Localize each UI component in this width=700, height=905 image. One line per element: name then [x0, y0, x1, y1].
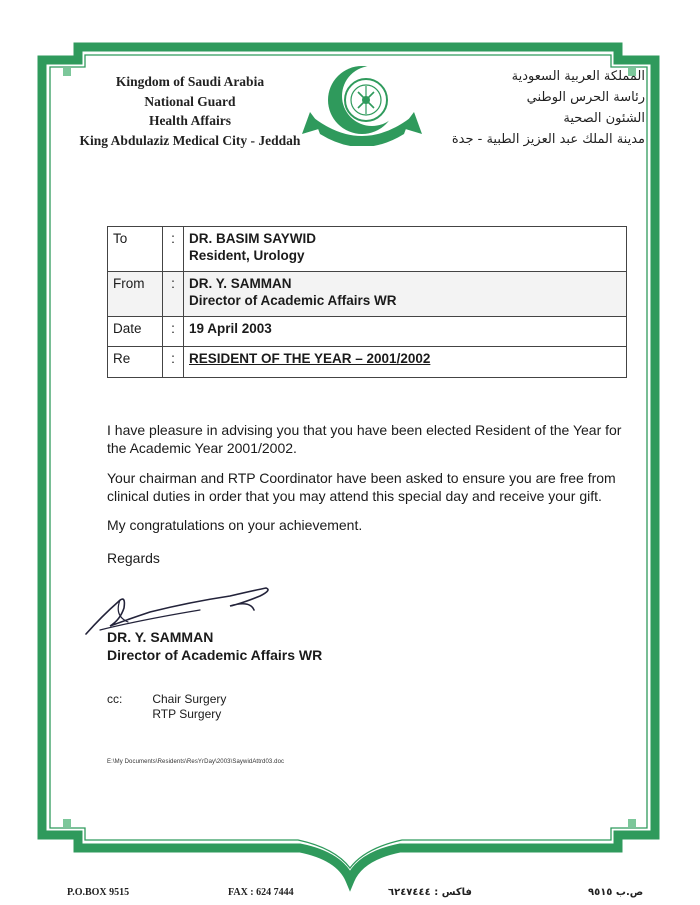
footer-fax-arabic: فاكس : ٦٢٤٧٤٤٤: [388, 887, 472, 898]
memo-colon: :: [163, 272, 184, 317]
memo-value-from: [184, 272, 627, 317]
body-paragraph-1: I have pleasure in advising you that you have been elected Resident of the Year for the Academic Year 2001/2002.: [107, 422, 622, 456]
recipient-name: DR. BASIM SAYWID: [189, 231, 317, 246]
header-arabic-line-3: الشئون الصحية: [563, 111, 645, 126]
memo-colon: :: [163, 317, 184, 347]
cc-recipient: RTP Surgery: [152, 707, 222, 721]
sender-name: DR. Y. SAMMAN: [189, 276, 292, 291]
header-english: [70, 72, 310, 150]
header-line-health-affairs: Health Affairs: [148, 113, 232, 128]
signatory-title: Director of Academic Affairs WR: [107, 647, 323, 663]
header-arabic-line-2: رئاسة الحرس الوطني: [526, 90, 645, 105]
signature-block: [107, 628, 322, 664]
body-paragraph-2: Your chairman and RTP Coordinator have been asked to ensure you are free from clinical duties in order that you may attend this special day and receive your gift.: [107, 470, 616, 504]
memo-label-re: Re: [108, 347, 163, 378]
footer-fax: FAX : 624 7444: [228, 887, 294, 898]
sender-title: Director of Academic Affairs WR: [189, 293, 397, 308]
cc-recipient: Chair Surgery: [152, 692, 227, 706]
header-line-national-guard: National Guard: [144, 93, 236, 109]
memo-row-date: [108, 317, 627, 347]
memo-value-to: [184, 227, 627, 272]
cc-block: [107, 692, 226, 722]
signatory-name: DR. Y. SAMMAN: [107, 629, 214, 645]
cc-label: cc:: [107, 692, 123, 706]
memo-label-from: From: [108, 272, 163, 317]
header-line-medical-city: King Abdulaziz Medical City - Jeddah: [79, 132, 301, 148]
header-arabic-line-4: مدينة الملك عبد العزيز الطبية - جدة: [451, 132, 645, 147]
header-arabic: [405, 66, 645, 150]
cc-recipients: [152, 692, 226, 722]
memo-colon: :: [163, 227, 184, 272]
memo-row-re: [108, 347, 627, 378]
memo-colon: :: [163, 347, 184, 378]
memo-value-date: 19 April 2003: [184, 317, 627, 347]
memo-value-subject: RESIDENT OF THE YEAR – 2001/2002: [184, 347, 627, 378]
header-line-kingdom: Kingdom of Saudi Arabia: [115, 74, 265, 89]
memo-label-to: To: [108, 227, 163, 272]
body-paragraph-3: My congratulations on your achievement.: [107, 517, 363, 533]
recipient-title: Resident, Urology: [189, 248, 305, 263]
regards-text: Regards: [107, 550, 160, 566]
file-path-footer: E:\My Documents\Residents\ResYrDay\2003\SaywidAttrd03.doc: [107, 759, 285, 765]
memo-header-table: [107, 226, 627, 378]
memo-row-to: [108, 227, 627, 272]
footer-pobox: P.O.BOX 9515: [67, 887, 130, 898]
memo-row-from: [108, 272, 627, 317]
footer-pobox-arabic: ص.ب ٩٥١٥: [588, 887, 644, 898]
memo-label-date: Date: [108, 317, 163, 347]
header-arabic-line-1: المملكة العربية السعودية: [511, 69, 645, 84]
